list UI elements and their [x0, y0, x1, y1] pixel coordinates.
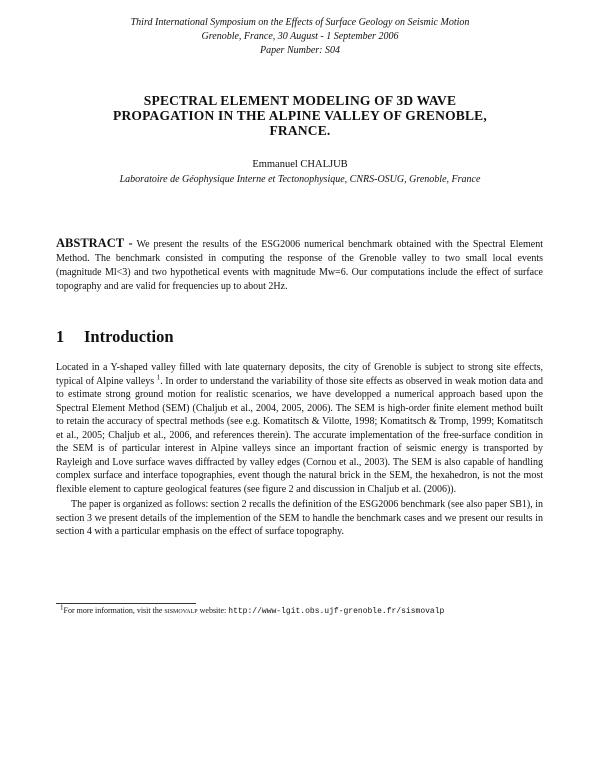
footnote-reference[interactable]: 1 — [156, 373, 161, 382]
introduction-body — [56, 361, 543, 539]
footnote-middle: website: — [199, 606, 227, 615]
title-line-1: SPECTRAL ELEMENT MODELING OF 3D WAVE — [143, 93, 457, 108]
abstract — [56, 236, 543, 294]
footnote — [60, 603, 550, 617]
section-title: Introduction — [84, 327, 174, 346]
author-affiliation: Laboratoire de Géophysique Interne et Tectonophysique, CNRS-OSUG, Grenoble, France — [119, 174, 481, 185]
paragraph-1 — [56, 361, 543, 496]
abstract-label: ABSTRACT - — [56, 236, 133, 250]
footnote-url-link[interactable]: http://www-lgit.obs.ujf-grenoble.fr/sismovalp — [228, 607, 445, 616]
title-line-3: FRANCE. — [269, 123, 331, 138]
paragraph-1-text-b: . In order to understand the variability of those site effects as observed in weak motion data and to estimate strong ground motion for realistic scenarios, we have developped a numerical approach based upon the Spectral Element Method (SEM) (Chaljub et al., 2004, 2005, 2006). The SEM is high-order finite element method built to retain the accuracy of spectral methods (see e.g. Komatitsch & Vilotte, 1998; Komatitsch & Tromp, 1999; Komatitsch et al., 2005; Chaljub et al., 2006, and references therein). The accurate implementation of the free-surface condition in the SEM is of particular interest in Alpine valleys since an important fraction of seismic energy is transported by Rayleigh and Love surface waves diffracted by valley edges (Cornou et al., 2003). The SEM is also capable of handling complex surface and interface topographies, event though the natural brick in the SEM, the hexahedron, is not the most flexible element to capture geological features (see figure 2 and discussion in Chaljub et al. (2006)). — [56, 375, 543, 495]
header-line-1: Third International Symposium on the Effects of Surface Geology on Seismic Motion — [130, 17, 470, 28]
footnote-divider — [56, 603, 196, 604]
section-number: 1 — [56, 327, 65, 346]
title-line-2: PROPAGATION IN THE ALPINE VALLEY OF GRENOBLE, — [113, 108, 487, 123]
header-line-2: Grenoble, France, 30 August - 1 September 2006 — [201, 31, 399, 42]
header-line-3: Paper Number: S04 — [260, 45, 340, 56]
author-name: Emmanuel CHALJUB — [252, 159, 348, 170]
footnote-mark: 1 — [60, 603, 64, 612]
paragraph-2: The paper is organized as follows: section 2 recalls the definition of the ESG2006 benchmark (see also paper SB1), in section 3 we present details of the implemention of the SEM to handle the benchmark cases and we present our results in section 4 with a particular emphasis on the effect of surface topography. — [56, 499, 543, 537]
footnote-prefix: For more information, visit the — [63, 606, 163, 615]
section-heading — [56, 327, 174, 347]
footnote-project-name: sismovalp — [164, 606, 198, 615]
abstract-text: We present the results of the ESG2006 numerical benchmark obtained with the Spectral Element Method. The benchmark consisted in computing the response of the Grenoble valley to two small local events (magnitude Ml<3) and two hypothetical events with magnitude Mw=6. Our computations include the effect of surface topography and are valid for frequencies up to about 2Hz. — [56, 239, 543, 292]
conference-header — [0, 16, 600, 58]
paragraph-1-text-a: Located in a Y-shaped valley filled with late quaternary deposits, the city of Grenoble is subject to strong site effects, typical of Alpine valleys — [56, 362, 543, 387]
paper-title — [40, 93, 560, 138]
